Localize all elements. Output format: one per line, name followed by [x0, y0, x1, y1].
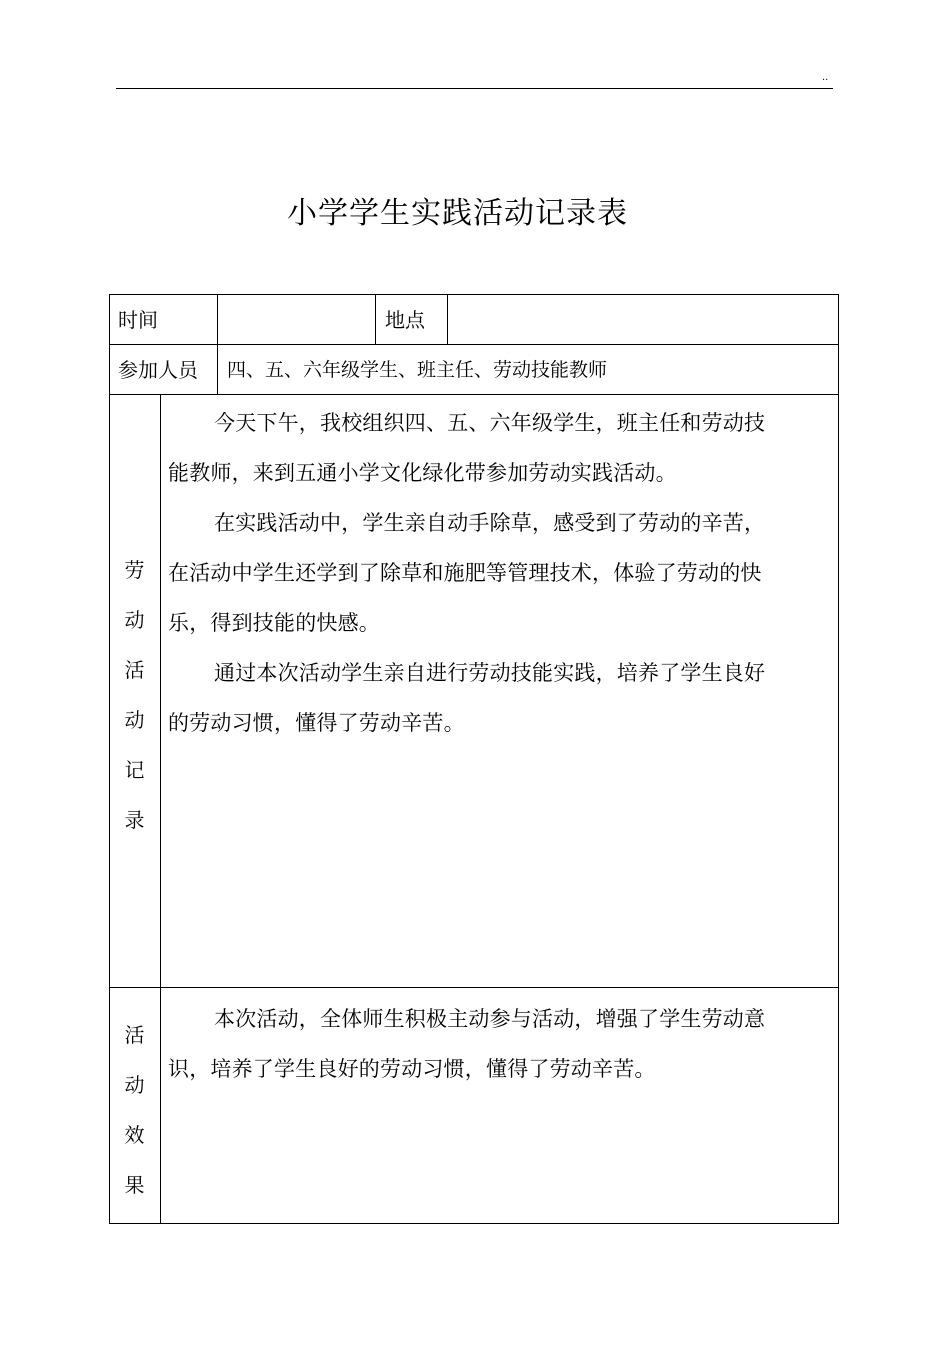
record-paragraph: 在实践活动中，学生亲自动手除草，感受到了劳动的辛苦，在活动中学生还学到了除草和施肥等管理技术，体验了劳动的快乐，得到技能的快感。	[168, 511, 766, 635]
record-table	[109, 294, 839, 1224]
row-divider-2	[109, 394, 839, 395]
record-label-char: 录	[124, 808, 145, 832]
effect-paragraph: 本次活动，全体师生积极主动参与活动，增强了学生劳动意识，培养了学生良好的劳动习惯，懂得了劳动辛苦。	[168, 1007, 766, 1081]
effect-label-char: 活	[124, 1023, 145, 1047]
record-label-char: 活	[124, 658, 145, 682]
time-label: 时间	[118, 308, 158, 332]
table-border-top	[109, 294, 839, 295]
col-divider-time	[217, 294, 218, 395]
page-title: 小学学生实践活动记录表	[287, 196, 628, 231]
row-divider-1	[109, 344, 839, 345]
col-divider-place	[447, 294, 448, 345]
col-divider-side	[160, 394, 161, 1224]
col-divider-mid	[375, 294, 376, 345]
record-paragraph: 通过本次活动学生亲自进行劳动技能实践，培养了学生良好的劳动习惯，懂得了劳动辛苦。	[168, 661, 766, 735]
record-label-char: 劳	[124, 558, 145, 582]
place-label: 地点	[385, 308, 425, 332]
effect-label	[109, 1010, 160, 1210]
record-paragraph: 今天下午，我校组织四、五、六年级学生，班主任和劳动技能教师，来到五通小学文化绿化带参加劳动实践活动。	[168, 411, 766, 485]
table-border-right	[838, 294, 839, 1224]
effect-label-char: 果	[124, 1173, 145, 1197]
record-label-char: 动	[124, 608, 145, 632]
record-label	[109, 545, 160, 845]
effect-label-char: 动	[124, 1073, 145, 1097]
effect-label-char: 效	[124, 1123, 145, 1147]
record-label-char: 记	[124, 758, 145, 782]
header-rule	[116, 88, 833, 89]
record-label-char: 动	[124, 708, 145, 732]
participants-label: 参加人员	[118, 358, 198, 382]
participants-value: 四、五、六年级学生、班主任、劳动技能教师	[227, 359, 608, 381]
row-divider-3	[109, 987, 839, 988]
header-mark: ..	[822, 72, 829, 83]
table-border-bottom	[109, 1223, 839, 1224]
